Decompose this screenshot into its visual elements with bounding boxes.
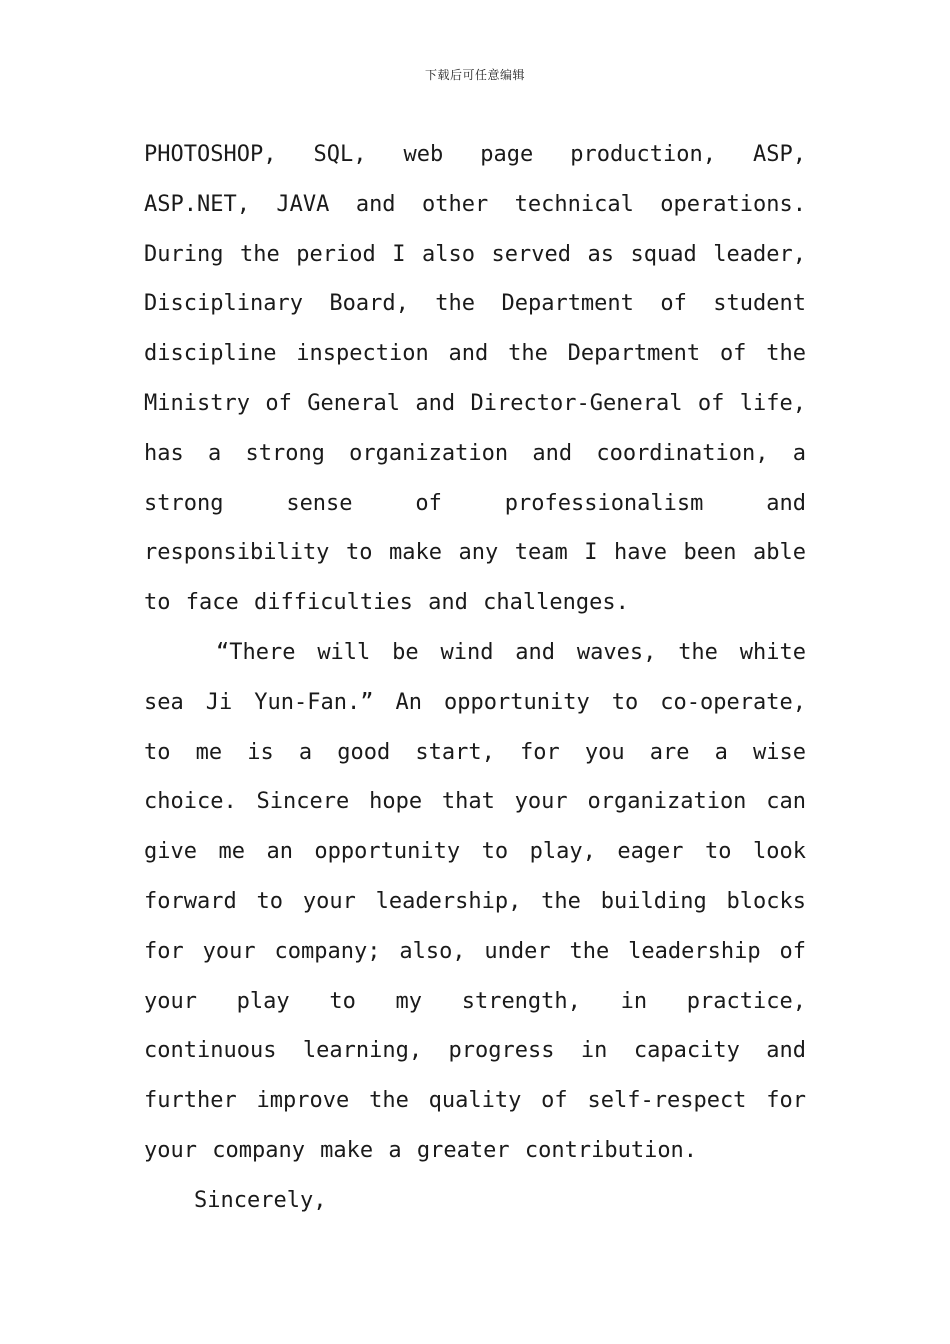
document-body bbox=[144, 130, 806, 1226]
paragraph-opportunity: “There will be wind and waves, the white sea Ji Yun-Fan.” An opportunity to co-operate, to me is a good start, for you are a wise choice. Sincere hope that your organization can give me an opportunity to play, eager to look forward to your leadership, the building blocks for your company; also, under the leadership of your play to my strength, in practice, continuous learning, progress in capacity and further improve the quality of self-respect for your company make a greater contribution. bbox=[144, 639, 806, 1163]
closing-salutation: Sincerely, bbox=[194, 1187, 327, 1213]
page-header: 下载后可任意编辑 bbox=[424, 68, 525, 82]
paragraph-skills: PHOTOSHOP, SQL, web page production, ASP, ASP.NET, JAVA and other technical operations. During the period I also served as squad leader, Disciplinary Board, the Department of student discipline inspection and the Department of the Ministry of General and Director-General of life, has a strong organization and coordination, a strong sense of professionalism and responsibility to make any team I have been able to face difficulties and challenges. bbox=[144, 142, 806, 616]
